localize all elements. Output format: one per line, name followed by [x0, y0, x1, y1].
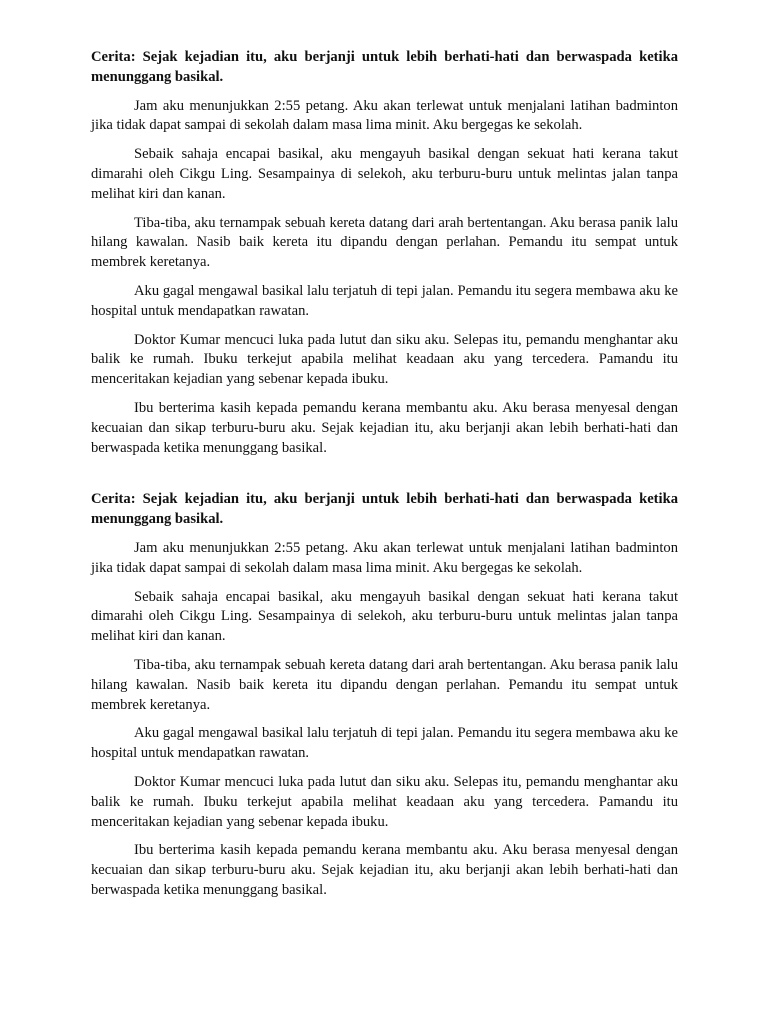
- story-title: Cerita: Sejak kejadian itu, aku berjanji untuk lebih berhati-hati dan berwaspada ketika menunggang basikal.: [91, 491, 678, 528]
- story-title: Cerita: Sejak kejadian itu, aku berjanji untuk lebih berhati-hati dan berwaspada ketika menunggang basikal.: [91, 49, 678, 85]
- story-paragraph: Ibu berterima kasih kepada pemandu kerana membantu aku. Aku berasa menyesal dengan kecuaian dan sikap terburu-buru aku. Sejak kejadian itu, aku berjanji akan lebih berhati-hati dan berwaspada ketika menunggang basikal.: [91, 842, 678, 898]
- story-paragraph: Aku gagal mengawal basikal lalu terjatuh di tepi jalan. Pemandu itu segera membawa aku ke hospital untuk mendapatkan rawatan.: [91, 725, 678, 762]
- story-paragraph: Sebaik sahaja encapai basikal, aku mengayuh basikal dengan sekuat hati kerana takut dimarahi oleh Cikgu Ling. Sesampainya di selekoh, aku terburu-buru untuk melintas jalan tanpa melihat kiri dan kanan.: [91, 588, 678, 645]
- story-paragraph: Tiba-tiba, aku ternampak sebuah kereta datang dari arah bertentangan. Aku berasa panik lalu hilang kawalan. Nasib baik kereta itu dipandu dengan perlahan. Pemandu itu sempat untuk membrek keretanya.: [91, 214, 678, 271]
- story-paragraph: Ibu berterima kasih kepada pemandu kerana membantu aku. Aku berasa menyesal dengan kecuaian dan sikap terburu-buru aku. Sejak kejadian itu, aku berjanji akan lebih berhati-hati dan berwaspada ketika menunggang basikal.: [91, 399, 678, 456]
- story-paragraph: Jam aku menunjukkan 2:55 petang. Aku akan terlewat untuk menjalani latihan badminton jika tidak dapat sampai di sekolah dalam masa lima minit. Aku bergegas ke sekolah.: [91, 97, 678, 134]
- story-paragraph: Tiba-tiba, aku ternampak sebuah kereta datang dari arah bertentangan. Aku berasa panik lalu hilang kawalan. Nasib baik kereta itu dipandu dengan perlahan. Pemandu itu sempat untuk membrek keretanya.: [91, 656, 678, 713]
- story-block: [91, 48, 678, 458]
- document-page: [91, 48, 678, 910]
- story-paragraph: Aku gagal mengawal basikal lalu terjatuh di tepi jalan. Pemandu itu segera membawa aku ke hospital untuk mendapatkan rawatan.: [91, 282, 678, 319]
- story-paragraph: Sebaik sahaja encapai basikal, aku mengayuh basikal dengan sekuat hati kerana takut dimarahi oleh Cikgu Ling. Sesampainya di selekoh, aku terburu-buru untuk melintas jalan tanpa melihat kiri dan kanan.: [91, 146, 678, 202]
- story-paragraph: Doktor Kumar mencuci luka pada lutut dan siku aku. Selepas itu, pemandu menghantar aku balik ke rumah. Ibuku terkejut apabila melihat keadaan aku yang tercedera. Pamandu itu menceritakan kejadian yang sebenar kepada ibuku.: [91, 331, 678, 388]
- story-block: [91, 490, 678, 900]
- story-paragraph: Jam aku menunjukkan 2:55 petang. Aku akan terlewat untuk menjalani latihan badminton jika tidak dapat sampai di sekolah dalam masa lima minit. Aku bergegas ke sekolah.: [91, 539, 678, 576]
- story-paragraph: Doktor Kumar mencuci luka pada lutut dan siku aku. Selepas itu, pemandu menghantar aku balik ke rumah. Ibuku terkejut apabila melihat keadaan aku yang tercedera. Pamandu itu menceritakan kejadian yang sebenar kepada ibuku.: [91, 773, 678, 830]
